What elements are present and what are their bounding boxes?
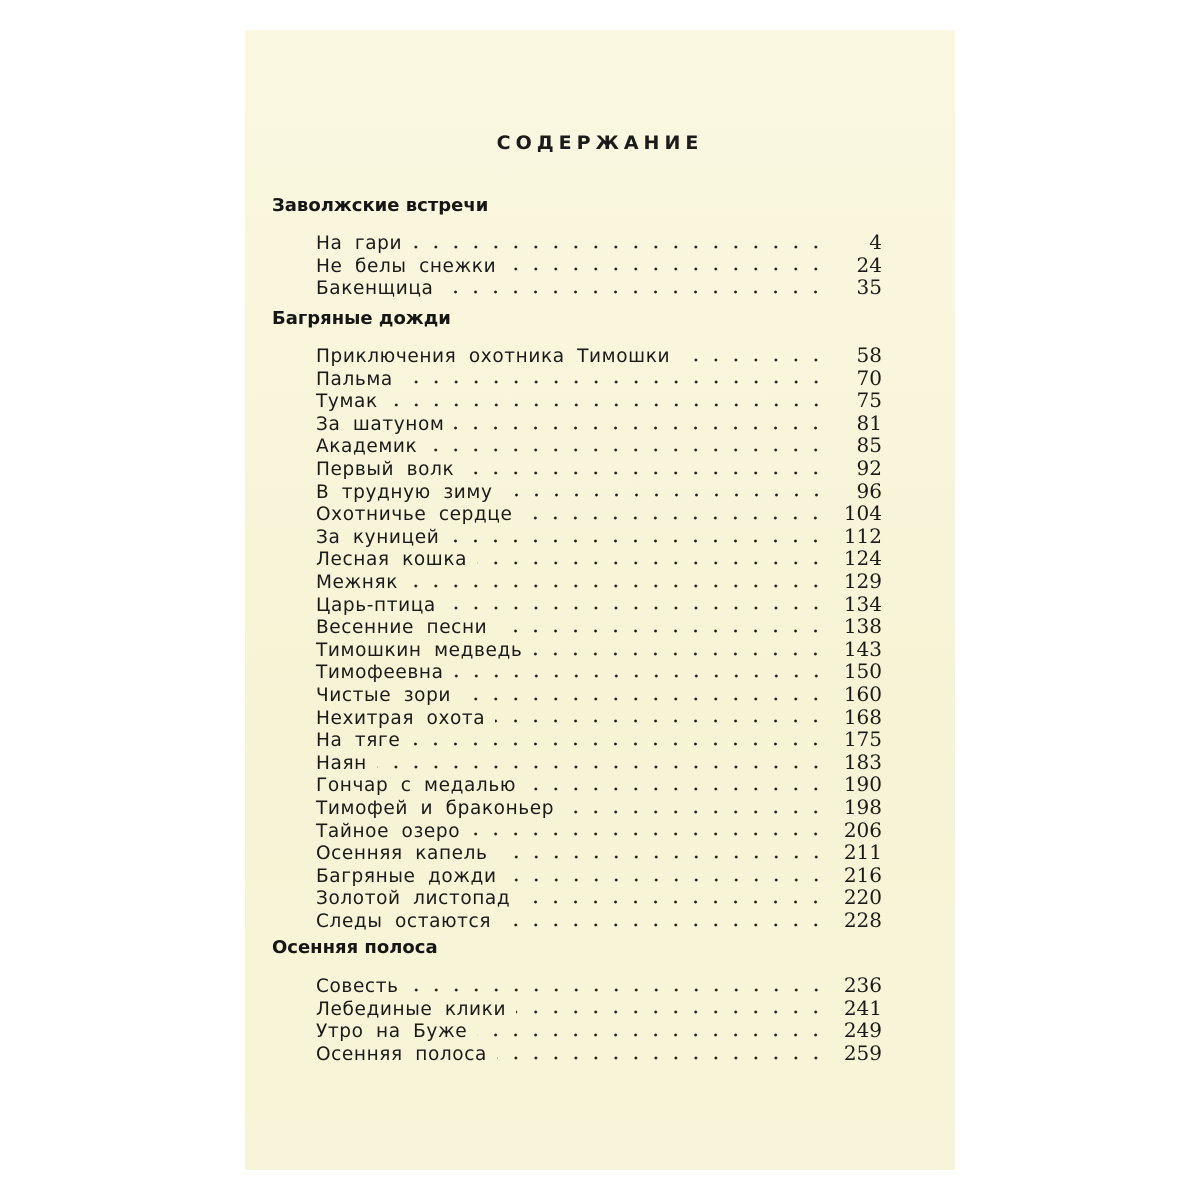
entry-title: Чистые зори <box>316 685 452 706</box>
dot-leader <box>409 988 826 992</box>
dot-leader <box>377 765 826 769</box>
toc-entry <box>316 1041 882 1064</box>
page-number: 150 <box>843 659 882 684</box>
toc-entry <box>316 973 882 996</box>
entry-title: На гари <box>316 233 403 254</box>
toc-entry <box>316 996 882 1019</box>
toc-entry <box>316 479 882 502</box>
entry-title: Осенняя капель <box>316 843 488 865</box>
entry-title: Гончар с медалью <box>316 775 517 797</box>
page-number: 96 <box>856 478 882 503</box>
page-number: 58 <box>856 343 882 367</box>
entry-title: Тайное озеро <box>316 820 461 842</box>
dot-leader <box>507 878 826 882</box>
toc-entry <box>316 546 882 569</box>
entry-title: Пальма <box>316 368 393 390</box>
entry-title: На тяге <box>316 730 401 752</box>
toc-entry <box>316 343 882 366</box>
toc-entry <box>316 818 882 841</box>
entry-title: За куницей <box>316 526 440 548</box>
dot-leader <box>564 810 826 814</box>
page-number: 241 <box>843 995 882 1020</box>
dot-leader <box>495 719 826 723</box>
toc-entry <box>316 772 882 795</box>
page-number: 168 <box>843 704 882 729</box>
dot-leader <box>410 742 825 746</box>
dot-leader <box>446 606 826 610</box>
toc-entry <box>316 614 882 637</box>
entry-title: В трудную зиму <box>316 481 493 503</box>
dot-leader <box>454 426 826 430</box>
page-number: 112 <box>843 523 882 548</box>
page-number: 24 <box>856 252 882 277</box>
book-page <box>245 30 955 1170</box>
entry-title: Тимофеевна <box>316 662 444 684</box>
dot-leader <box>427 448 826 452</box>
entry-title: Не белы снежки <box>316 255 497 277</box>
dot-leader <box>532 652 825 656</box>
toc-entry <box>316 524 882 547</box>
dot-leader <box>526 787 826 791</box>
dot-leader <box>503 493 827 497</box>
toc-entry <box>316 885 882 908</box>
entry-title: Академик <box>316 436 418 458</box>
page-number: 220 <box>843 885 882 910</box>
page-number: 190 <box>843 772 882 797</box>
toc-entry <box>316 908 882 931</box>
page-number: 183 <box>843 749 882 774</box>
toc-entry <box>316 1018 882 1041</box>
dot-leader <box>388 403 826 407</box>
entry-title: Весенние песни <box>316 617 488 639</box>
toc-entry <box>316 253 882 276</box>
page-number: 4 <box>869 230 882 254</box>
entry-title: Межняк <box>316 572 399 593</box>
dot-leader <box>506 267 826 271</box>
page-number: 75 <box>856 388 882 413</box>
page-number: 216 <box>843 862 882 887</box>
entry-title: Охотничье сердце <box>316 504 513 526</box>
page-number: 129 <box>843 569 882 593</box>
page-number: 138 <box>843 614 882 639</box>
page-number: 70 <box>856 365 882 390</box>
dot-leader <box>408 584 826 588</box>
dot-leader <box>516 1010 826 1014</box>
dot-leader <box>501 923 826 927</box>
toc-entry <box>316 863 882 886</box>
entry-title: Багряные дожди <box>316 865 497 887</box>
toc-entry <box>316 456 882 479</box>
toc-entry <box>316 727 882 750</box>
page-number: 198 <box>843 795 882 819</box>
page-number: 124 <box>843 546 882 571</box>
toc-entry <box>316 795 882 818</box>
dot-leader <box>680 358 826 362</box>
toc-entry <box>316 388 882 411</box>
toc-entry <box>316 659 882 682</box>
page-number: 104 <box>843 501 882 526</box>
toc-entry <box>316 230 882 253</box>
dot-leader <box>477 1033 826 1037</box>
entry-title: Тимошкин медведь <box>316 639 523 661</box>
dot-leader <box>470 832 826 836</box>
dot-leader <box>497 629 826 633</box>
dot-leader <box>449 539 825 543</box>
page-number: 92 <box>856 456 882 480</box>
dot-leader <box>454 674 826 678</box>
entry-title: За шатуном <box>316 413 445 435</box>
section-heading: Заволжские встречи <box>272 195 489 216</box>
entry-title: Осенняя полоса <box>316 1043 487 1065</box>
toc-entry <box>316 433 882 456</box>
toc-entry <box>316 411 882 434</box>
toc-entry <box>316 366 882 389</box>
entry-title: Нехитрая охота <box>316 707 486 729</box>
page-number: 175 <box>843 727 882 752</box>
page-number: 236 <box>843 973 882 997</box>
page-title: СОДЕРЖАНИЕ <box>496 132 704 154</box>
page-number: 143 <box>843 636 882 661</box>
dot-leader <box>497 1056 826 1060</box>
toc-entry <box>316 840 882 863</box>
entry-title: Тумак <box>316 391 378 413</box>
page-number: 81 <box>856 410 882 435</box>
page-number: 228 <box>843 908 882 932</box>
dot-leader <box>461 697 826 701</box>
dot-leader <box>520 900 826 904</box>
entry-title: Золотой листопад <box>316 888 511 910</box>
entry-title: Следы остаются <box>316 911 492 932</box>
toc-entry <box>316 275 882 298</box>
entry-title: Бакенщица <box>316 278 434 300</box>
page-number: 160 <box>843 682 882 706</box>
section-heading: Багряные дожди <box>272 308 451 329</box>
toc-entry <box>316 569 882 592</box>
entry-title: Царь-птица <box>316 594 436 616</box>
dot-leader <box>498 855 826 859</box>
toc-entry <box>316 705 882 728</box>
entry-title: Наян <box>316 752 367 774</box>
page-number: 134 <box>843 591 882 616</box>
dot-leader <box>522 516 825 520</box>
toc-entry <box>316 501 882 524</box>
entry-title: Первый волк <box>316 459 455 480</box>
page-number: 211 <box>843 840 882 865</box>
section-heading: Осенняя полоса <box>272 937 438 958</box>
dot-leader <box>403 380 826 384</box>
entry-title: Утро на Буже <box>316 1021 468 1043</box>
entry-title: Лесная кошка <box>316 549 468 571</box>
entry-title: Лебединые клики <box>316 998 507 1020</box>
entry-title: Совесть <box>316 976 399 997</box>
page-number: 206 <box>843 817 882 842</box>
dot-leader <box>464 471 826 475</box>
dot-leader <box>412 245 826 249</box>
toc-entry <box>316 682 882 705</box>
page-number: 85 <box>856 433 882 458</box>
dot-leader <box>477 561 826 565</box>
page-number: 35 <box>856 275 882 300</box>
page-number: 259 <box>843 1040 882 1065</box>
toc-entry <box>316 637 882 660</box>
dot-leader <box>443 290 826 294</box>
entry-title: Тимофей и браконьер <box>316 798 555 819</box>
toc-entry <box>316 750 882 773</box>
page-number: 249 <box>843 1018 882 1043</box>
toc-entry <box>316 592 882 615</box>
entry-title: Приключения охотника Тимошки <box>316 346 671 367</box>
